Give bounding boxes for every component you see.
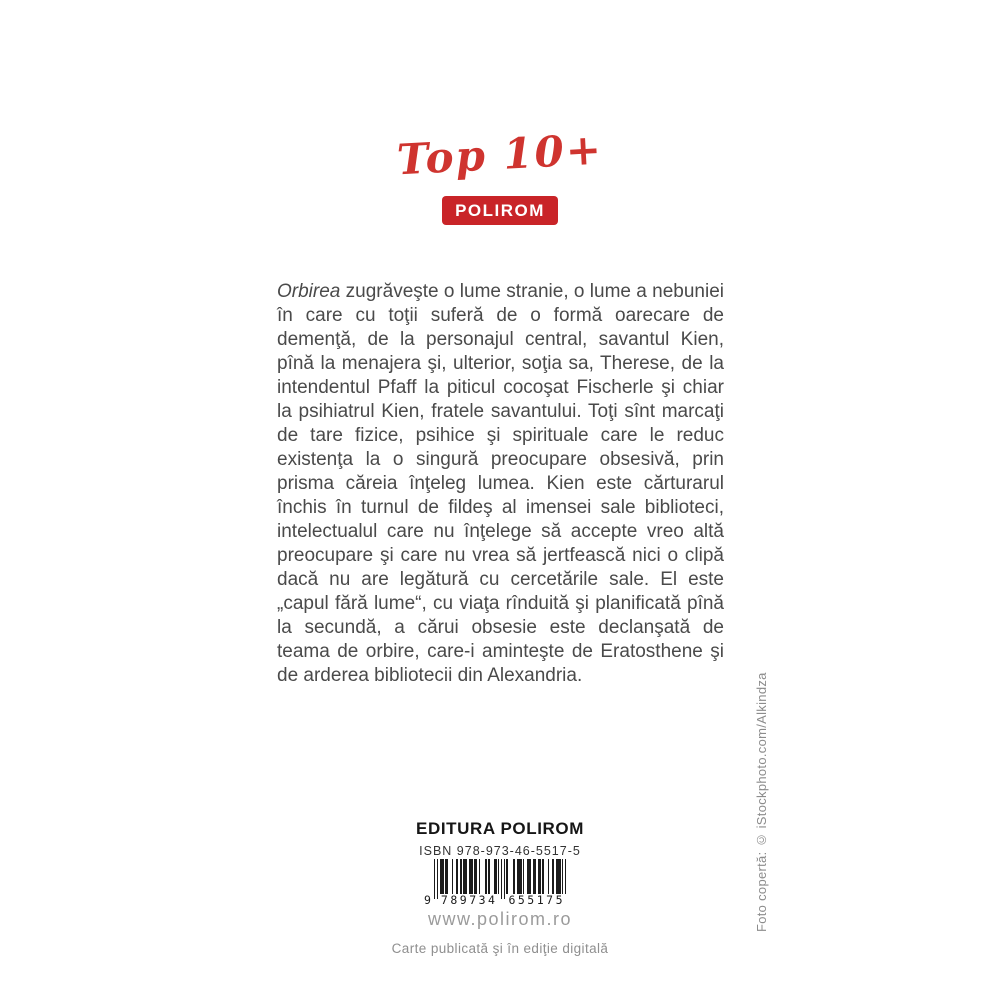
digital-edition-note: Carte publicată şi în ediţie digitală	[391, 941, 609, 956]
publisher-website: www.polirom.ro	[427, 909, 573, 929]
photo-credit-vertical: Foto copertă: © iStockphoto.com/Alkindza	[754, 672, 769, 932]
barcode-digits-group2: 655175	[508, 892, 565, 907]
book-description	[277, 280, 724, 688]
isbn-label: ISBN 978-973-46-5517-5	[419, 844, 581, 858]
book-description-body: zugrăveşte o lume stranie, o lume a nebuniei în care cu toţii suferă de o formă oarecare de demenţă, de la personajul central, savantul Kien, pînă la menajera şi, ulterior, soţia sa, Therese, de la intendentul Pfaff la piticul cocoşat Fischerle şi chiar la psihiatrul Kien, fratele savantului. Toţi sînt marcaţi de tare fizice, psihice şi spirituale care le reduc existenţa la o singură preocupare obsesivă, prin prisma căreia înţeleg lumea. Kien este cărturarul închis în turnul de fildeş al imensei sale biblioteci, intelectualul care nu înţelege să accepte vreo altă preocupare şi care nu vrea să jertfească nici o clipă dacă nu are legătură cu cercetările sale. El este „capul fără lume“, cu viaţa rînduită şi planificată pînă la secundă, a cărui obsesie este declanşată de teama de orbire, care-i aminteşte de Eratosthene şi de arderea bibliotecii din Alexandria.	[277, 281, 724, 686]
publisher-badge-row	[0, 196, 1000, 225]
top10-handwritten-label: Top 10+	[395, 124, 605, 185]
publisher-name: EDITURA POLIROM	[416, 819, 584, 838]
ean13-barcode	[424, 859, 567, 907]
barcode-digit-first: 9	[424, 892, 431, 907]
book-title-italic: Orbirea	[277, 281, 341, 302]
barcode-digits-group1: 789734	[440, 892, 498, 907]
barcode-digits	[424, 892, 567, 908]
polirom-logo-badge: POLIROM	[442, 196, 558, 225]
